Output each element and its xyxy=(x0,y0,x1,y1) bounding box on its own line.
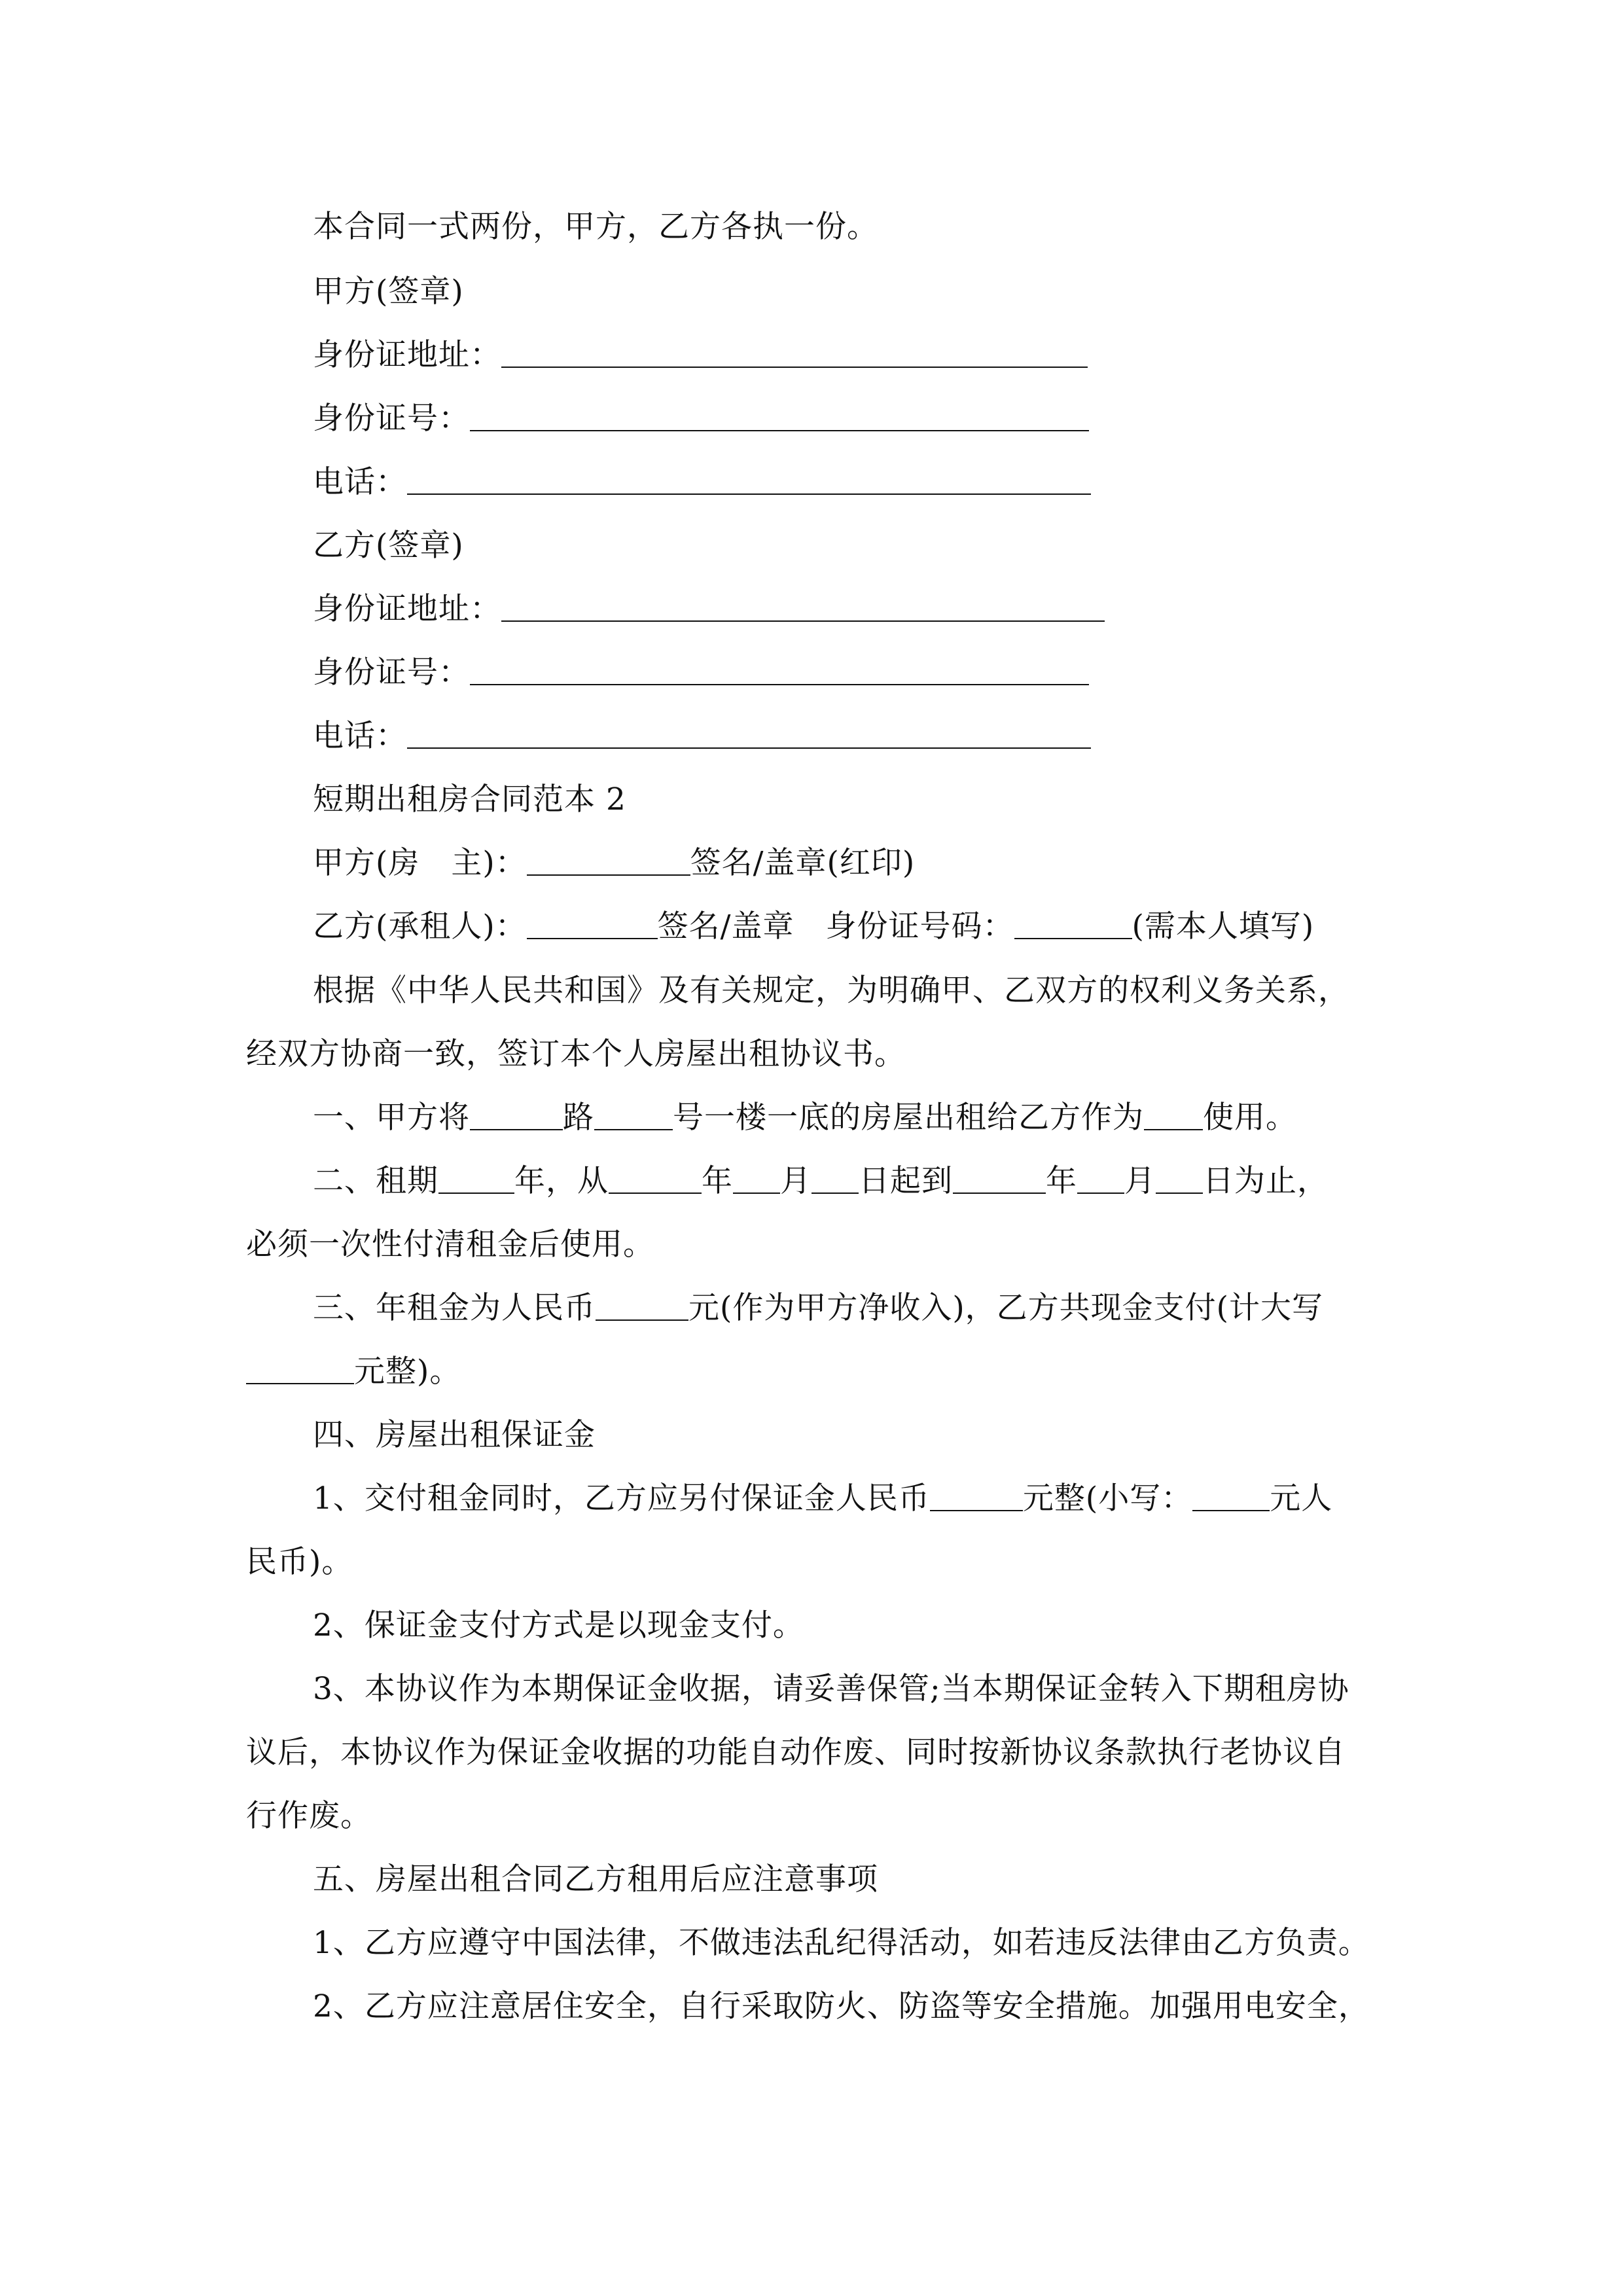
party-a-id-address-row: 身份证地址： xyxy=(313,336,1088,375)
party-b-id-number-blank[interactable] xyxy=(470,683,1089,685)
clause-5-title: 五、房屋出租合同乙方租用后应注意事项 xyxy=(313,1861,878,1897)
clause-4-2: 2、保证金支付方式是以现金支付。 xyxy=(313,1607,804,1643)
lease-years-blank[interactable] xyxy=(438,1191,514,1194)
end-year-blank[interactable] xyxy=(953,1191,1046,1194)
clause-2: 二、租期 年，从 年 月 日起到 年 月 日为止， xyxy=(313,1163,1329,1199)
house-number-blank[interactable] xyxy=(594,1128,673,1130)
party-a-phone-row: 电话： xyxy=(313,463,1091,502)
clause-4-3-line-2: 议后，本协议作为保证金收据的功能自动作废、同时按新协议条款执行老协议自 xyxy=(246,1734,1346,1770)
party-a-id-number-row: 身份证号： xyxy=(313,399,1089,439)
clause-2-line-2: 必须一次性付清租金后使用。 xyxy=(246,1227,654,1263)
clause-4-title: 四、房屋出租保证金 xyxy=(313,1417,596,1453)
landlord-name-blank[interactable] xyxy=(527,873,690,876)
clause-5-1: 1、乙方应遵守中国法律，不做违法乱纪得活动，如若违反法律由乙方负责。 xyxy=(313,1925,1370,1961)
party-b-id-number-row: 身份证号： xyxy=(313,653,1089,692)
annual-rent-blank[interactable] xyxy=(596,1318,688,1321)
clause-3: 三、年租金为人民币 元(作为甲方净收入)，乙方共现金支付(计大写 xyxy=(313,1290,1324,1326)
clause-4-3-line-1: 3、本协议作为本期保证金收据，请妥善保管;当本期保证金转入下期租房协 xyxy=(313,1671,1349,1707)
tenant-name-blank[interactable] xyxy=(527,937,658,939)
party-a-id-number-blank[interactable] xyxy=(470,429,1089,431)
copies-clause: 本合同一式两份，甲方，乙方各执一份。 xyxy=(313,209,878,245)
tenant-row: 乙方(承租人)： 签名/盖章 身份证号码： (需本人填写) xyxy=(313,908,1315,944)
deposit-amount-blank[interactable] xyxy=(930,1509,1023,1511)
end-month-blank[interactable] xyxy=(1077,1191,1124,1194)
intro-line-1: 根据《中华人民共和国》及有关规定，为明确甲、乙双方的权利义务关系， xyxy=(313,973,1349,1009)
party-a-id-address-blank[interactable] xyxy=(501,365,1088,368)
landlord-row: 甲方(房 主)： 签名/盖章(红印) xyxy=(313,845,916,881)
clause-4-3-line-3: 行作废。 xyxy=(246,1798,372,1834)
end-day-blank[interactable] xyxy=(1156,1191,1203,1194)
intro-line-2: 经双方协商一致，签订本个人房屋出租协议书。 xyxy=(246,1036,906,1072)
party-b-phone-row: 电话： xyxy=(313,717,1091,756)
clause-4-1-line-2: 民币)。 xyxy=(246,1544,353,1580)
party-a-signature-label: 甲方(签章) xyxy=(313,274,464,310)
start-year-blank[interactable] xyxy=(609,1191,702,1194)
start-day-blank[interactable] xyxy=(812,1191,859,1194)
rent-capital-amount-blank[interactable] xyxy=(246,1382,354,1384)
start-month-blank[interactable] xyxy=(733,1191,780,1194)
clause-5-2: 2、乙方应注意居住安全，自行采取防火、防盗等安全措施。加强用电安全， xyxy=(313,1988,1370,2024)
road-blank[interactable] xyxy=(470,1128,563,1130)
party-b-signature-label: 乙方(签章) xyxy=(313,528,464,564)
tenant-id-number-blank[interactable] xyxy=(1014,937,1132,939)
party-a-phone-blank[interactable] xyxy=(407,492,1091,495)
clause-1: 一、甲方将 路 号一楼一底的房屋出租给乙方作为 使用。 xyxy=(313,1100,1297,1136)
clause-3-line-2: 元整)。 xyxy=(246,1352,461,1391)
sample2-title: 短期出租房合同范本 2 xyxy=(313,781,626,817)
deposit-numeric-blank[interactable] xyxy=(1192,1509,1270,1511)
usage-blank[interactable] xyxy=(1144,1128,1203,1130)
party-b-id-address-blank[interactable] xyxy=(501,619,1105,622)
clause-4-1: 1、交付租金同时，乙方应另付保证金人民币 元整(小写： 元人 xyxy=(313,1480,1333,1516)
party-b-phone-blank[interactable] xyxy=(407,746,1091,749)
party-b-id-address-row: 身份证地址： xyxy=(313,590,1105,629)
